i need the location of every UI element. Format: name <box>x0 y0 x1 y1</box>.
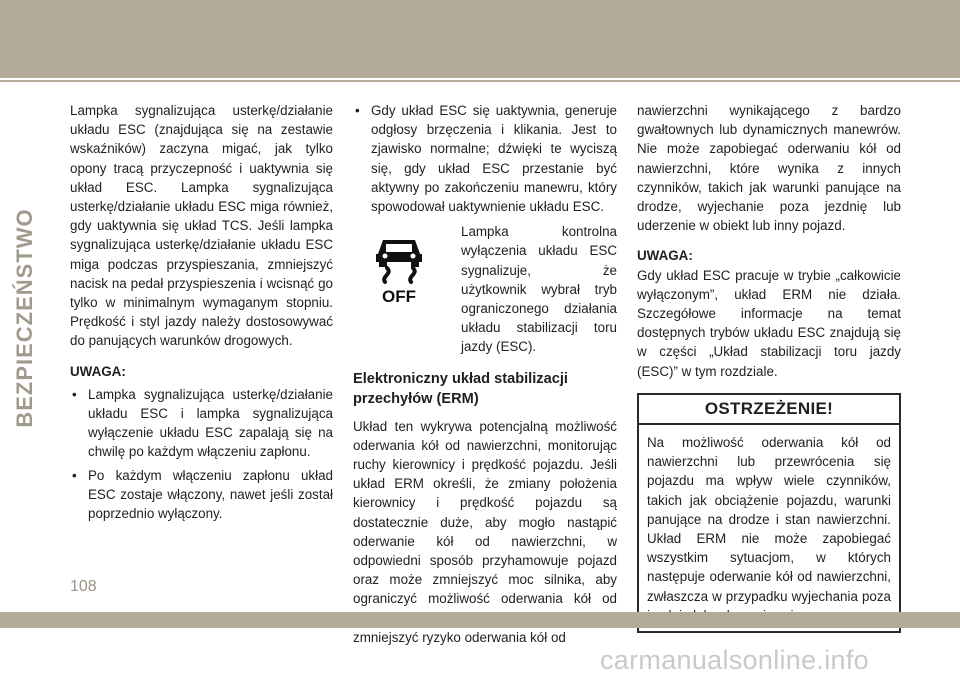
warning-text: Na możliwość oderwania kół od nawierzchni lub przewrócenia się pojazdu ma wpływ wiele czynników, takich jak obciążenie pojazdu, warunki panujące na drodze i stan nawierzchni. Układ ERM nie może zapobiegać wszystkim sytuacjom, w których następuje oderwanie kół od nawierzchni, zwłaszcza w przypadku wyjechania poza <box>647 435 891 604</box>
column-3 <box>637 101 901 633</box>
note-paragraph: Gdy układ ESC pracuje w trybie „całkowicie wyłączonym”, układ ERM nie działa. Szczegółowe informacje na temat dostępnych trybów układu ESC znajdują się w części „Układ stabilizacji toru jazdy (ESC)” w tym rozdziale. <box>637 267 901 379</box>
warning-title: OSTRZEŻENIE! <box>639 395 899 425</box>
erm-paragraph: Układ ten wykrywa potencjalną możliwość oderwania kół od nawierzchni, monitorując ruchy kierownicy i prędkość pojazdu. Jeśli układ ERM określi, że zmiany położenia kierownicy i prędkość pojazdu są dostatecznie duże, aby mogło nastąpić oderwanie kół od nawierzchni, w odpowiedni sposób przyhamowuje pojazd oraz może zmniejszyć moc silnika, aby ograniczyć możliwość oderwania kół od zmniejszyć ryzyko oderwania kół od <box>353 418 617 645</box>
header-rule <box>0 80 960 82</box>
note-bullet-1 <box>70 385 333 462</box>
warning-body <box>639 425 899 631</box>
footer-band <box>0 612 960 628</box>
bullet-dot: • <box>72 386 77 402</box>
esc-off-icon <box>373 234 425 306</box>
esc-lamp-paragraph: Lampka sygnalizująca usterkę/działanie układu ESC (znajdująca się na zestawie wskaźników) zaczyna migać, jak tylko opony tracą przyczepność i uaktywnia się układ ESC. Lampka sygnalizująca usterkę/działanie układu ESC miga również, gdy uaktywnia się układ TCS. Jeśli lampka sygnalizująca usterkę/działanie układu ESC miga podczas przyspieszania, zmniejszyć nacisk na pedał przyspieszenia i wcisnąć go tylko w minimalnym wymaganym stopniu. Prędkość i styl jazdy należy dostosowywać do panujących warunków drogowych. <box>70 103 333 349</box>
bullet-dot: • <box>72 467 77 483</box>
esc-sound-bullet <box>353 101 617 216</box>
erm-continued-paragraph: nawierzchni wynikającego z bardzo gwałtownych lub dynamicznych manewrów. Nie może zapobiegać oderwaniu kół od nawierzchni, które wynika z innych czynników, takich jak warunki panujące na drodze, wyjechanie poza jezdnię lub uderzenie w obiekt lub inny pojazd. <box>637 103 901 234</box>
header-band <box>0 0 960 78</box>
page-number: 108 <box>70 578 97 595</box>
note-heading: UWAGA: <box>70 363 126 379</box>
column-1 <box>70 101 333 523</box>
esc-off-description: Lampka kontrolna wyłączenia układu ESC sygnalizuje, że użytkownik wybrał tryb ograniczonego działania układu stabilizacji toru jazdy (ESC). <box>461 224 617 355</box>
warning-box <box>637 393 901 633</box>
column-2 <box>353 101 617 647</box>
section-side-title: BEZPIECZEŃSTWO <box>12 208 37 428</box>
note-bullet-text: Lampka sygnalizująca usterkę/działanie układu ESC i lampka sygnalizująca wyłączenie układu ESC zapalają się na chwilę po każdym włączeniu zapłonu. <box>88 386 333 460</box>
erm-heading: Elektroniczny układ stabilizacji przechyłów (ERM) <box>353 370 568 407</box>
note-heading: UWAGA: <box>637 248 693 264</box>
esc-off-block <box>353 222 617 356</box>
note-bullet-2 <box>70 466 333 524</box>
bullet-dot: • <box>355 103 360 118</box>
note-bullet-text: Po każdym włączeniu zapłonu układ ESC zostaje włączony, nawet jeśli został poprzednio wyłączony. <box>88 467 333 522</box>
watermark: carmanualsonline.info <box>600 645 869 675</box>
esc-off-label: OFF <box>382 287 416 307</box>
esc-sound-text: Gdy układ ESC się uaktywnia, generuje odgłosy brzęczenia i klikania. Jest to zjawisko normalne; dźwięki te wyciszą się, gdy układ ESC przestanie być aktywny po zakończeniu manewru, który spowodował uaktywnienie układu ESC. <box>371 103 617 215</box>
